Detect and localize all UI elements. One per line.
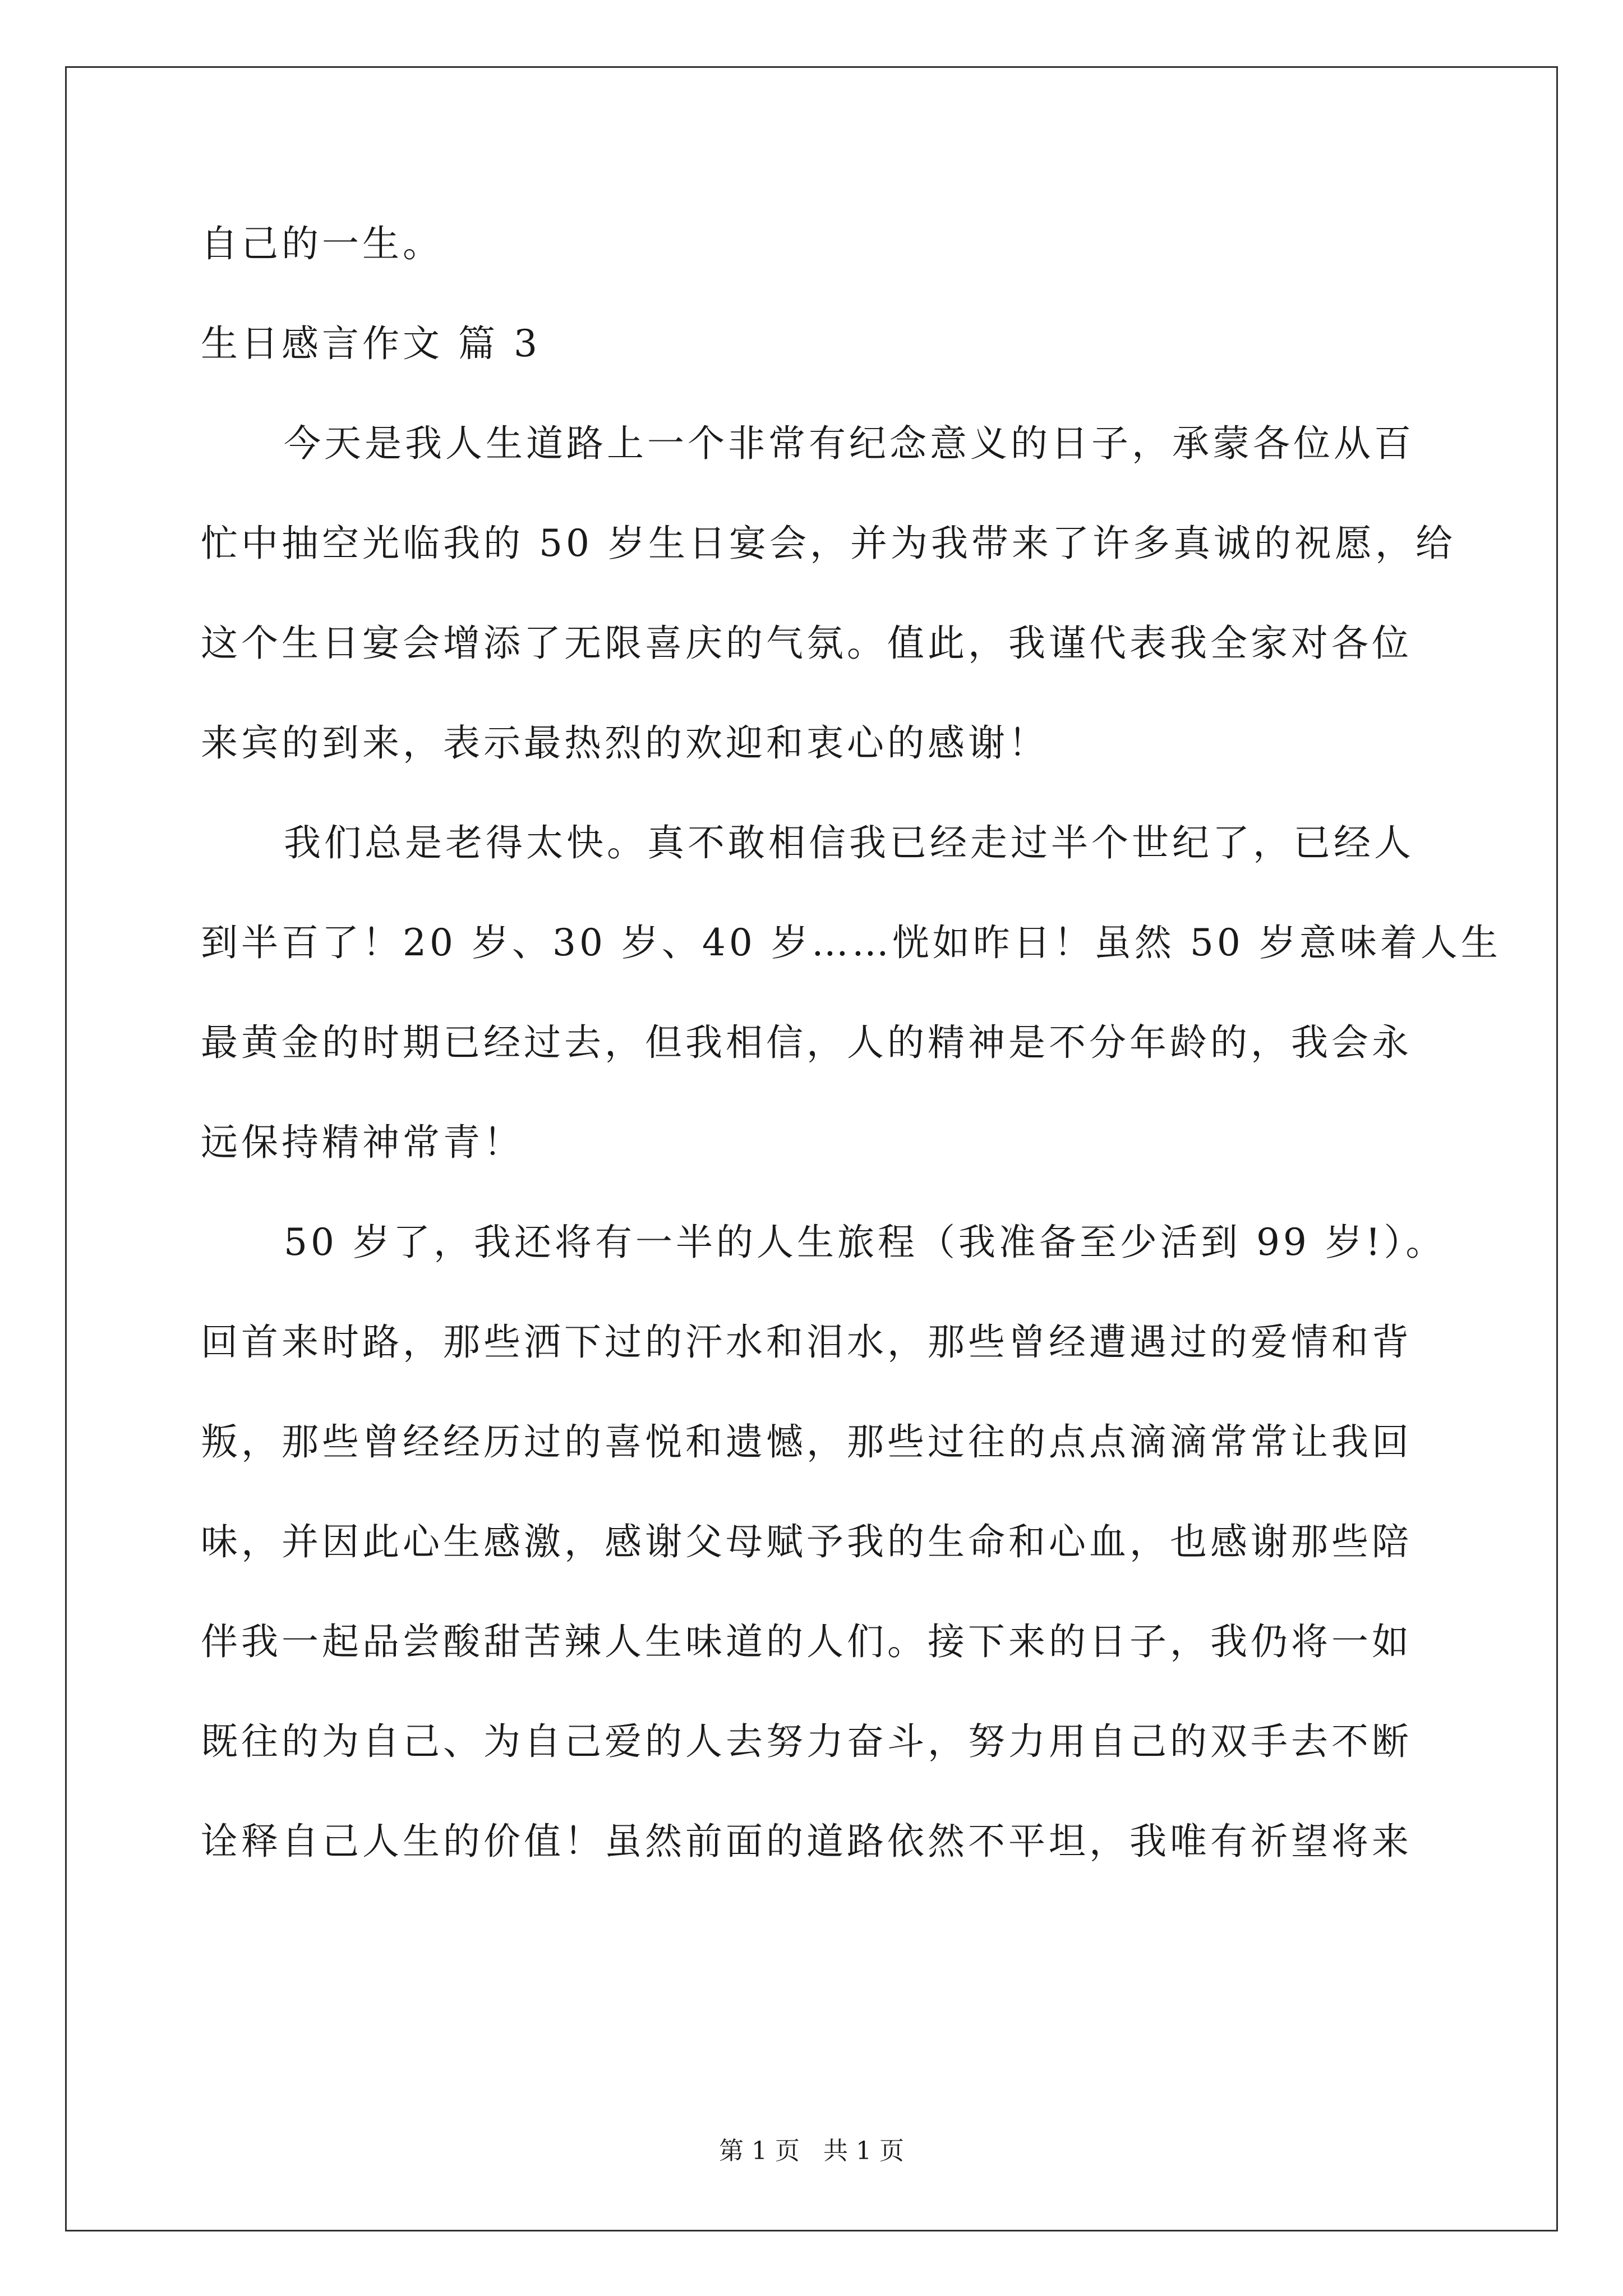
section-heading: 生日感言作文 篇 3 xyxy=(201,322,541,365)
paragraph-line: 忙中抽空光临我的 50 岁生日宴会，并为我带来了许多真诚的祝愿，给 xyxy=(201,522,1456,565)
paragraph-line: 远保持精神常青！ xyxy=(201,1121,524,1164)
paragraph-line: 这个生日宴会增添了无限喜庆的气氛。值此，我谨代表我全家对各位 xyxy=(201,622,1412,665)
paragraph-line: 诠释自己人生的价值！虽然前面的道路依然不平坦，我唯有祈望将来 xyxy=(201,1820,1412,1863)
paragraph-line: 来宾的到来，表示最热烈的欢迎和衷心的感谢！ xyxy=(201,721,1049,765)
paragraph-line: 到半百了！20 岁、30 岁、40 岁……恍如昨日！虽然 50 岁意味着人生 xyxy=(201,921,1501,964)
paragraph-line: 最黄金的时期已经过去，但我相信，人的精神是不分年龄的，我会永 xyxy=(201,1021,1412,1064)
paragraph-line: 叛，那些曾经经历过的喜悦和遗憾，那些过往的点点滴滴常常让我回 xyxy=(201,1420,1412,1464)
page-footer: 第 1 页 共 1 页 xyxy=(719,2137,904,2165)
paragraph-line: 回首来时路，那些洒下过的汗水和泪水，那些曾经遭遇过的爱情和背 xyxy=(201,1320,1412,1364)
paragraph-line: 伴我一起品尝酸甜苦辣人生味道的人们。接下来的日子，我仍将一如 xyxy=(201,1620,1412,1663)
text-line: 自己的一生。 xyxy=(201,222,443,265)
paragraph-line: 味，并因此心生感激，感谢父母赋予我的生命和心血，也感谢那些陪 xyxy=(201,1520,1412,1563)
paragraph-line: 今天是我人生道路上一个非常有纪念意义的日子，承蒙各位从百 xyxy=(284,422,1414,465)
paragraph-line: 既往的为自己、为自己爱的人去努力奋斗，努力用自己的双手去不断 xyxy=(201,1720,1412,1763)
paragraph-line: 我们总是老得太快。真不敢相信我已经走过半个世纪了，已经人 xyxy=(284,821,1414,864)
paragraph-line: 50 岁了，我还将有一半的人生旅程（我准备至少活到 99 岁!）。 xyxy=(284,1221,1446,1264)
document-body xyxy=(201,208,1501,1905)
